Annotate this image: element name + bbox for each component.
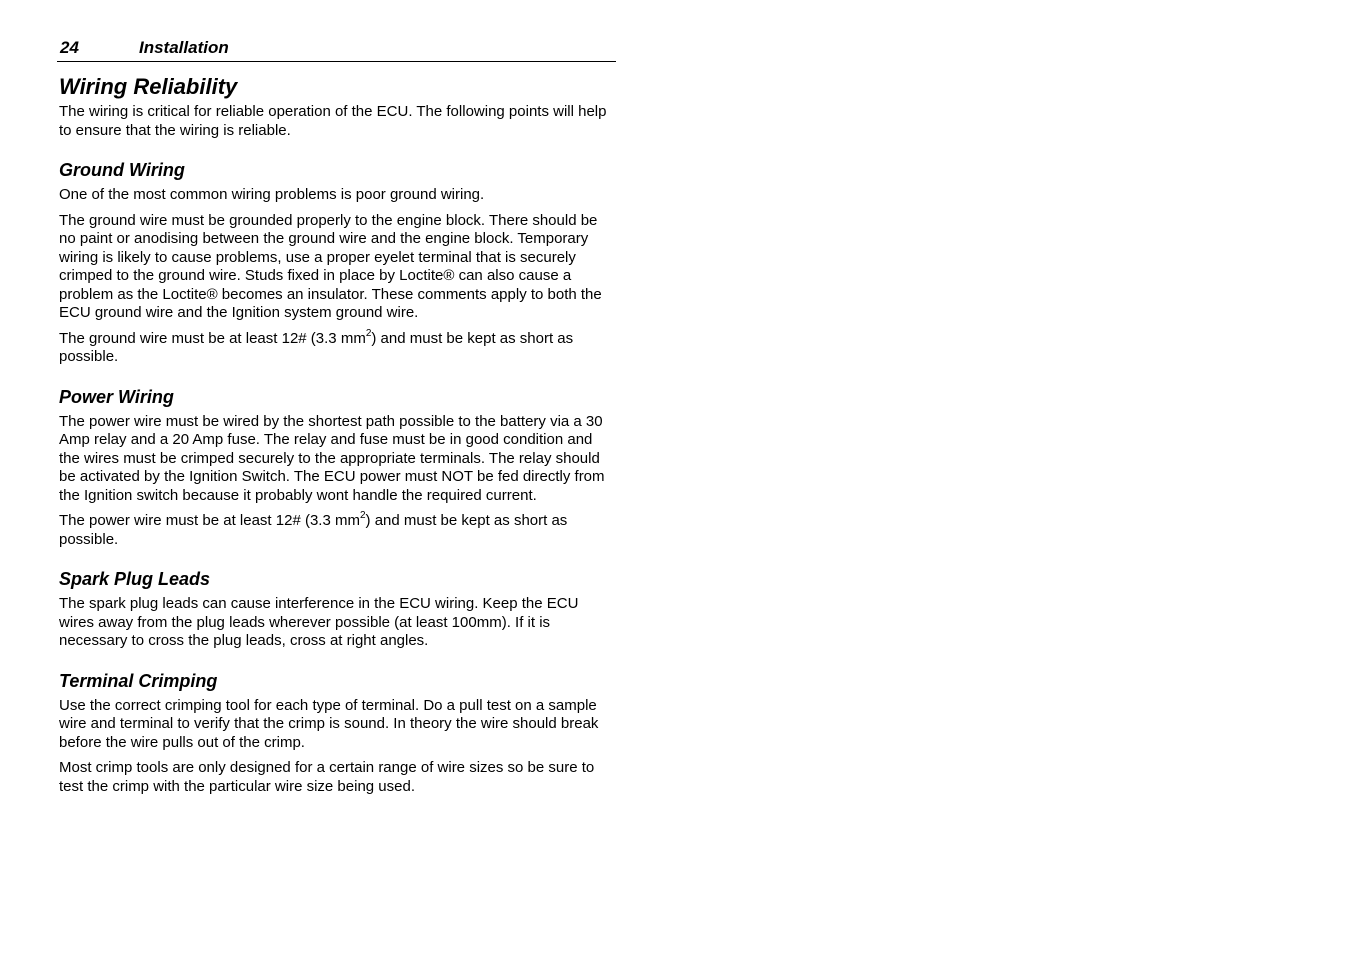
heading-ground-wiring: Ground Wiring [59,160,185,180]
page-title: Wiring Reliability [59,74,238,99]
heading-power-wiring: Power Wiring [59,386,174,407]
intro-paragraph: The wiring is critical for reliable operation of the ECU. The following points will help to ensure that the wiring is reliable. [59,103,607,139]
superscript: 2 [365,327,372,339]
power-size-text: The power wire must be at least 12# (3.3 mm [59,512,360,529]
power-size-text-end: ) and must be kept as short as possible. [59,512,568,548]
heading-terminal-crimping: Terminal Crimping [59,670,218,691]
ground-paragraph-1: One of the most common wiring problems is poor ground wiring. [59,186,485,203]
power-paragraph-1: The power wire must be wired by the shortest path possible to the battery via a 30 Amp relay and a 20 Amp fuse. The relay and fuse must be in good condition and the wires must be crimped securely to the appropriate terminals. The relay should be activated by the Ignition Switch. The ECU power must NOT be fed directly from the Ignition switch because it probably wont handle the required current. [59,412,605,504]
ground-size-text-end: ) and must be kept as short as possible. [59,329,574,365]
power-paragraph-2 [59,512,616,549]
crimping-paragraph-2: Most crimp tools are only designed for a certain range of wire sizes so be sure to test the crimp with the particular wire size being used. [59,759,595,795]
ground-size-text: The ground wire must be at least 12# (3.3 mm [59,329,366,347]
crimping-paragraph-1: Use the correct crimping tool for each type of terminal. Do a pull test on a sample wire and terminal to verify that the crimp is sound. In theory the wire should break before the wire pulls out of the crimp. [59,696,599,751]
running-header [57,36,616,62]
document-page [57,36,616,796]
spark-paragraph-1: The spark plug leads can cause interference in the ECU wiring. Keep the ECU wires away from the plug leads wherever possible (at least 100mm). If it is necessary to cross the plug leads, cross at right angles. [59,595,579,649]
ground-paragraph-3 [59,327,616,367]
heading-spark-plug-leads: Spark Plug Leads [59,569,211,589]
ground-paragraph-2: The ground wire must be grounded properly to the engine block. There should be no paint or anodising between the ground wire and the engine block. Temporary wiring is likely to cause problems, use a proper eyelet terminal that is securely crimped to the ground wire. Studs fixed in place by Loctite® can also cause a problem as the Loctite® becomes an insulator. These comments apply to both the ECU ground wire and the Ignition system ground wire. [59,211,602,321]
superscript: 2 [359,510,366,521]
page-number: 24 [60,38,79,57]
section-name: Installation [139,38,229,57]
